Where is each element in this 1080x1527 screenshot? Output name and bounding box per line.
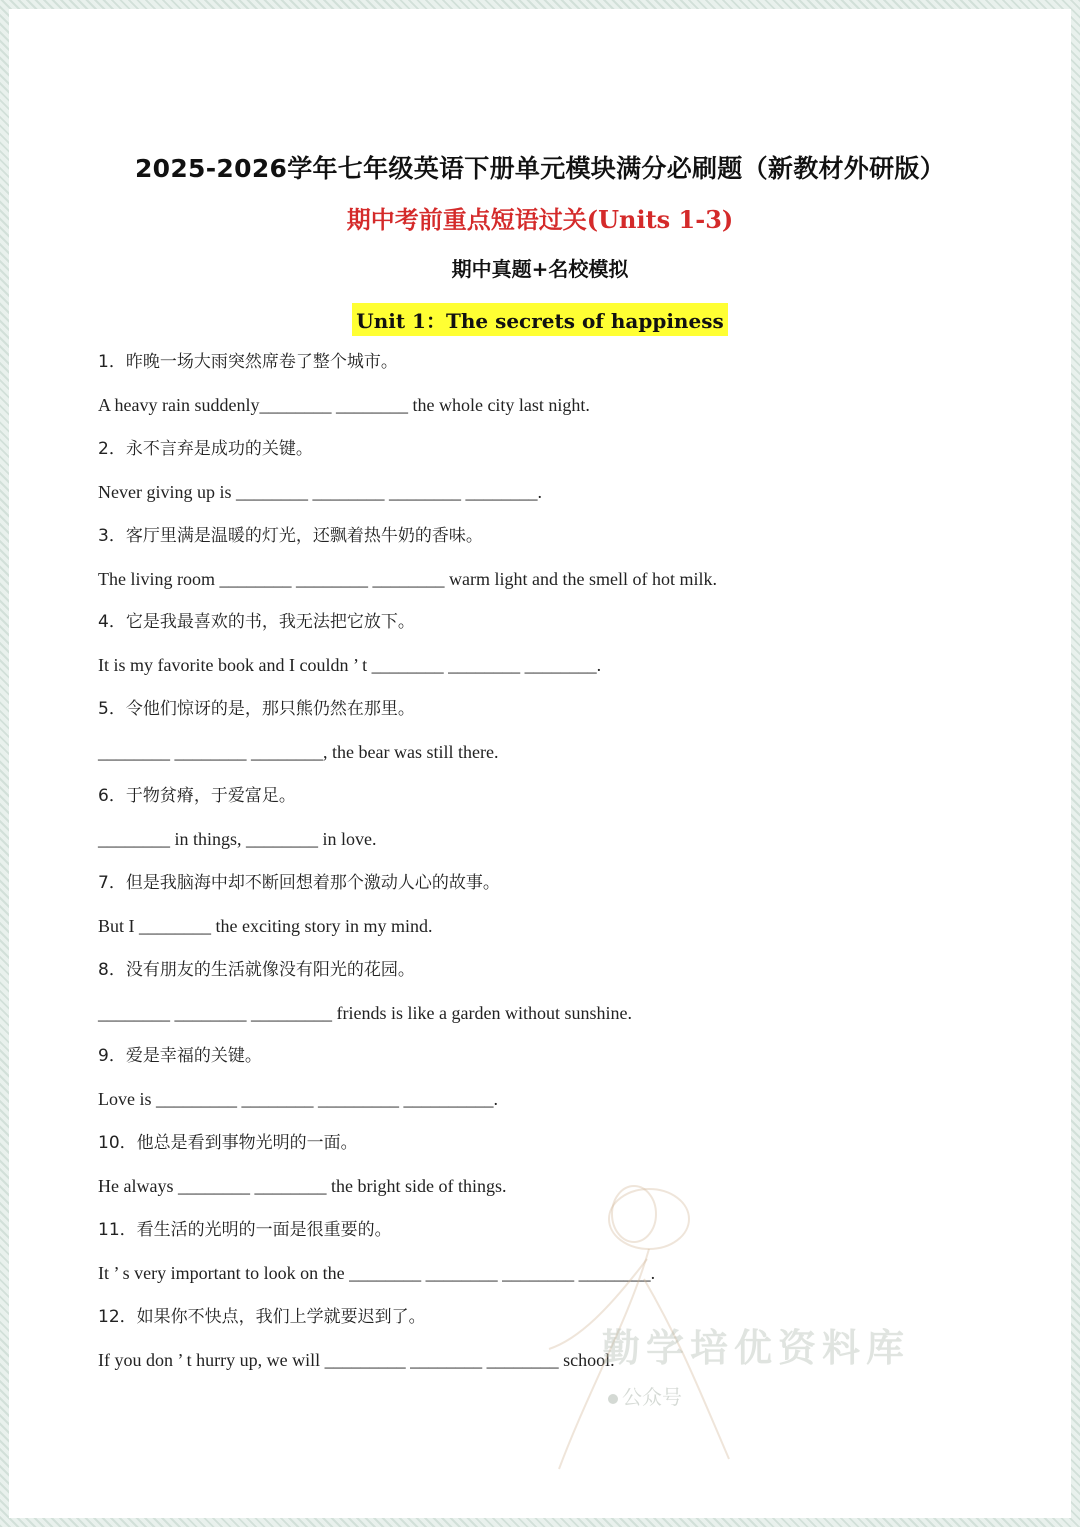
question-chinese: 9．爱是幸福的关键。 bbox=[98, 1046, 262, 1067]
question-chinese: 2．永不言弃是成功的关键。 bbox=[98, 438, 313, 459]
question-item bbox=[98, 514, 1038, 601]
question-item bbox=[98, 948, 1038, 1035]
unit-heading: Unit 1：The secrets of happiness bbox=[352, 303, 727, 336]
question-item bbox=[98, 427, 1038, 514]
question-english: ________ in things, ________ in love. bbox=[98, 828, 377, 849]
question-list bbox=[98, 340, 1038, 1382]
question-item bbox=[98, 1295, 1038, 1382]
document-page bbox=[9, 9, 1071, 1518]
question-english: The living room ________ ________ ________ warm light and the smell of hot milk. bbox=[98, 568, 717, 589]
watermark-subtext bbox=[608, 1381, 682, 1410]
wechat-icon bbox=[608, 1394, 618, 1404]
question-item bbox=[98, 1121, 1038, 1208]
document-subtitle: 期中考前重点短语过关(Units 1-3) bbox=[346, 205, 734, 234]
question-english: A heavy rain suddenly________ ________ the whole city last night. bbox=[98, 395, 590, 415]
question-chinese: 7．但是我脑海中却不断回想着那个激动人心的故事。 bbox=[98, 872, 500, 893]
watermark-sub-label: 公众号 bbox=[622, 1385, 682, 1409]
question-english: ________ ________ ________, the bear was still there. bbox=[98, 742, 499, 763]
question-english: If you don ’ t hurry up, we will _________ ________ ________ school. bbox=[98, 1349, 615, 1370]
watermark-text: 勤学培优资料库 bbox=[602, 1325, 911, 1370]
question-chinese: 12．如果你不快点，我们上学就要迟到了。 bbox=[98, 1306, 426, 1327]
question-english: Love is _________ ________ _________ __________. bbox=[98, 1089, 498, 1110]
question-item bbox=[98, 774, 1038, 861]
question-item bbox=[98, 340, 1038, 427]
question-chinese: 8．没有朋友的生活就像没有阳光的花园。 bbox=[98, 959, 415, 980]
question-english: It ’ s very important to look on the ________ ________ ________ ________. bbox=[98, 1262, 656, 1283]
question-chinese: 6．于物贫瘠，于爱富足。 bbox=[98, 785, 296, 806]
document-subtitle-secondary: 期中真题+名校模拟 bbox=[451, 257, 629, 281]
question-chinese: 11．看生活的光明的一面是很重要的。 bbox=[98, 1219, 392, 1240]
document-title: 2025-2026学年七年级英语下册单元模块满分必刷题（新教材外研版） bbox=[134, 154, 946, 183]
question-chinese: 10．他总是看到事物光明的一面。 bbox=[98, 1133, 358, 1154]
question-item bbox=[98, 1208, 1038, 1295]
unit-heading-wrap bbox=[9, 303, 1071, 336]
question-item bbox=[98, 1034, 1038, 1121]
question-item bbox=[98, 600, 1038, 687]
question-english: ________ ________ _________ friends is like a garden without sunshine. bbox=[98, 1002, 632, 1023]
question-chinese: 4．它是我最喜欢的书，我无法把它放下。 bbox=[98, 612, 415, 633]
question-english: But I ________ the exciting story in my mind. bbox=[98, 915, 433, 936]
question-chinese: 3．客厅里满是温暖的灯光，还飘着热牛奶的香味。 bbox=[98, 525, 483, 546]
question-item bbox=[98, 687, 1038, 774]
question-english: He always ________ ________ the bright side of things. bbox=[98, 1176, 507, 1197]
question-item bbox=[98, 861, 1038, 948]
question-chinese: 1．昨晚一场大雨突然席卷了整个城市。 bbox=[98, 352, 398, 372]
question-english: Never giving up is ________ ________ ________ ________. bbox=[98, 481, 542, 502]
question-chinese: 5．令他们惊讶的是，那只熊仍然在那里。 bbox=[98, 699, 415, 720]
question-english: It is my favorite book and I couldn ’ t ________ ________ ________. bbox=[98, 655, 602, 676]
